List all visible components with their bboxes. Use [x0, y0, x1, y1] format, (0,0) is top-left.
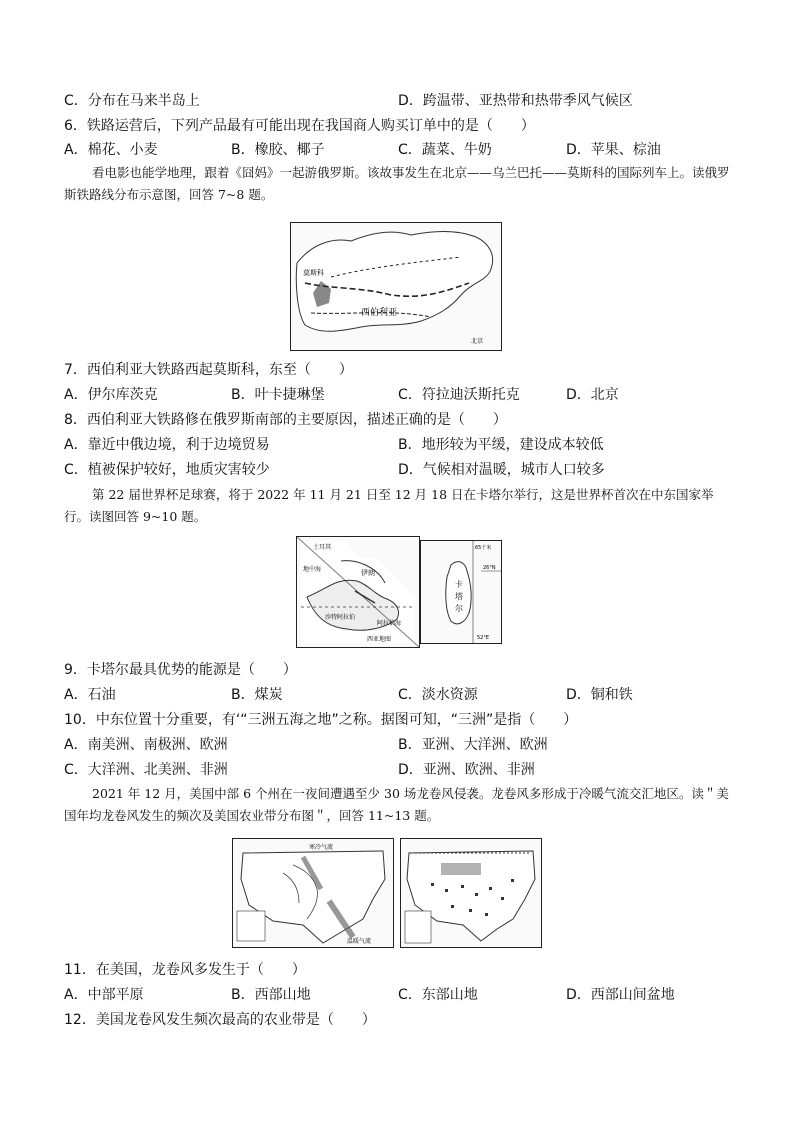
russia-map-label-siberia: 西伯利亚 [361, 308, 398, 318]
qatar-map-scale: 65千米 [475, 545, 492, 551]
russia-railway-map [290, 222, 502, 351]
q10-option-a: A．南美洲、南极洲、欧洲 [64, 737, 228, 753]
q8-option-d: D．气候相对温暖，城市人口较多 [398, 462, 605, 478]
me-map-label-title: 西亚地图 [367, 636, 392, 643]
qatar-map-lon: 52°E [477, 635, 490, 641]
q9-option-b: B．煤炭 [231, 687, 283, 703]
us-map-label-cold: 寒冷气流 [309, 844, 334, 851]
q9-option-c: C．淡水资源 [398, 687, 478, 703]
q10-option-b: B．亚洲、大洋洲、欧洲 [398, 737, 548, 753]
q11-option-c: C．东部山地 [398, 987, 478, 1003]
qatar-map-label-ta: 塔 [455, 592, 463, 601]
q8-option-a: A．靠近中俄边境，利于边境贸易 [64, 437, 270, 453]
q6-option-a: A．棉花、小麦 [64, 142, 158, 158]
us-agriculture-map [400, 838, 542, 948]
q5-option-d: D．跨温带、亚热带和热带季风气候区 [398, 93, 633, 109]
q5-option-c: C．分布在马来半岛上 [64, 93, 200, 109]
q8-option-c: C．植被保护较好，地质灾害较少 [64, 462, 270, 478]
q6-option-d: D．苹果、棕油 [566, 142, 661, 158]
q7-option-d: D．北京 [566, 387, 619, 403]
q7-option-b: B．叶卡捷琳堡 [231, 387, 325, 403]
me-map-label-mediterranean: 地中海 [303, 566, 322, 573]
q7-option-c: C．符拉迪沃斯托克 [398, 387, 520, 403]
us-tornado-map [232, 838, 394, 948]
q8-stem: 8．西伯利亚大铁路修在俄罗斯南部的主要原因，描述正确的是（ ） [64, 412, 507, 428]
intro-11-13: 2021 年 12 月，美国中部 6 个州在一夜间遭遇至少 30 场龙卷风侵袭。龙卷风多形成于冷暖气流交汇地区。读＂美国年均龙卷风发生的频次及美国农业带分布图＂，回答 11~13 题。 [64, 786, 729, 823]
west-asia-map [296, 536, 420, 648]
me-map-label-iran: 伊朗 [361, 569, 375, 577]
intro-7-8: 看电影也能学地理，跟着《囧妈》一起游俄罗斯。该故事发生在北京——乌兰巴托——莫斯科的国际列车上。读俄罗斯铁路线分布示意图，回答 7~8 题。 [64, 165, 730, 202]
me-map-label-turkey: 土耳其 [313, 544, 332, 551]
q10-option-c: C．大洋洲、北美洲、非洲 [64, 762, 228, 778]
qatar-map [420, 540, 502, 644]
me-map-label-saudi: 沙特阿拉伯 [325, 614, 356, 621]
q6-stem: 6．铁路运营后，下列产品最有可能出现在我国商人购买订单中的是（ ） [64, 118, 535, 134]
q10-option-d: D．亚洲、欧洲、非洲 [398, 762, 535, 778]
qatar-map-label-ka: 卡 [455, 580, 463, 589]
q9-option-a: A．石油 [64, 687, 116, 703]
q7-stem: 7．西伯利亚大铁路西起莫斯科，东至（ ） [64, 362, 353, 378]
intro-9-10: 第 22 届世界杯足球赛，将于 2022 年 11 月 21 日至 12 月 18 日在卡塔尔举行，这是世界杯首次在中东国家举行。读图回答 9~10 题。 [64, 487, 714, 524]
me-map-label-arabian-sea: 阿拉伯海 [377, 620, 402, 627]
qatar-map-lat: 26°N [483, 565, 496, 571]
q11-option-a: A．中部平原 [64, 987, 144, 1003]
q10-stem: 10．中东位置十分重要，有‘“三洲五海之地”之称。据图可知，“三洲”是指（ ） [64, 712, 578, 728]
q6-option-c: C．蔬菜、牛奶 [398, 142, 492, 158]
q11-stem: 11．在美国，龙卷风多发生于（ ） [64, 962, 306, 978]
q11-option-d: D．西部山间盆地 [566, 987, 675, 1003]
q7-option-a: A．伊尔库茨克 [64, 387, 158, 403]
q12-stem: 12．美国龙卷风发生频次最高的农业带是（ ） [64, 1012, 376, 1028]
russia-map-label-beijing: 北京 [471, 338, 484, 345]
russia-map-label-moscow: 莫斯科 [303, 269, 324, 277]
q9-stem: 9．卡塔尔最具优势的能源是（ ） [64, 662, 297, 678]
q11-option-b: B．西部山地 [231, 987, 311, 1003]
q6-option-b: B．橡胶、椰子 [231, 142, 325, 158]
us-map-label-warm: 温暖气流 [347, 938, 372, 945]
qatar-map-label-er: 尔 [455, 604, 463, 613]
q9-option-d: D．铜和铁 [566, 687, 633, 703]
q8-option-b: B．地形较为平缓，建设成本较低 [398, 437, 604, 453]
